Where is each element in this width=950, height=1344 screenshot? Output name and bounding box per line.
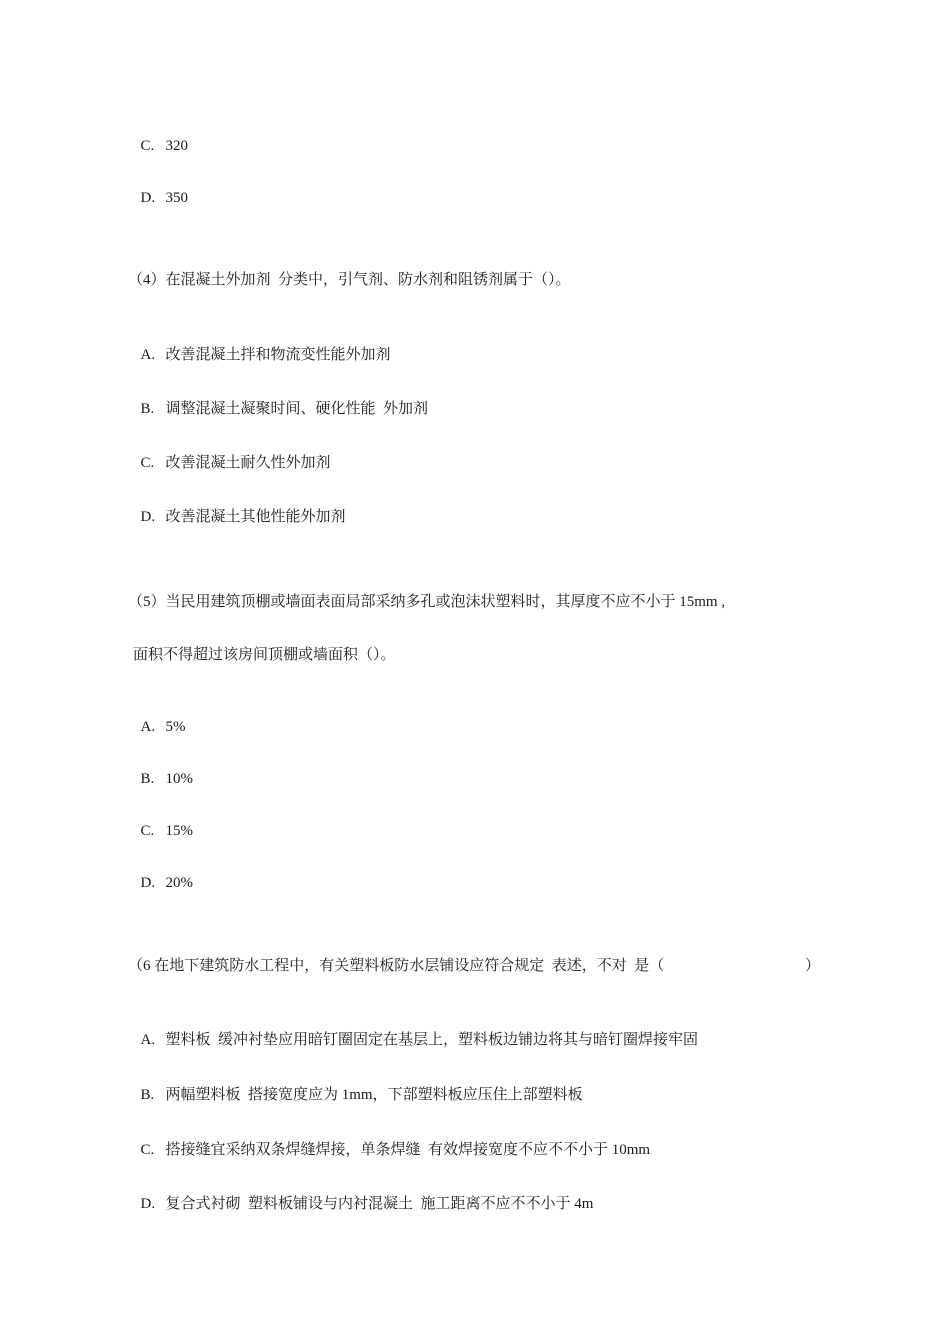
option-letter: A.: [140, 347, 156, 363]
q5-option-b: [133, 749, 193, 789]
q4-option-c: [133, 433, 331, 473]
option-letter: C.: [140, 1142, 155, 1158]
option-text: 5%: [165, 719, 186, 735]
option-text: 20%: [165, 875, 193, 891]
option-text: 350: [165, 190, 188, 206]
q6-option-a: [133, 1010, 698, 1050]
q6-option-d: [133, 1174, 593, 1214]
option-text: 改善混凝土拌和物流变性能外加剂: [165, 347, 391, 363]
option-text: 塑料板 缓冲衬垫应用暗钉圈固定在基层上，塑料板边铺边将其与暗钉圈焊接牢固: [165, 1032, 699, 1048]
option-text: 两幅塑料板 搭接宽度应为 1mm，下部塑料板应压住上部塑料板: [165, 1087, 583, 1103]
q5-stem-line1: （5）当民用建筑顶棚或墙面表面局部采纳多孔或泡沫状塑料时，其厚度不应不小于 15mm ,: [128, 594, 726, 610]
q6-stem-close: ）: [805, 958, 821, 974]
q3-option-c: [133, 116, 188, 156]
option-letter: D.: [140, 1196, 156, 1212]
q6-option-b: [133, 1065, 583, 1105]
q4-option-b: [133, 379, 428, 419]
option-letter: C.: [140, 138, 155, 154]
option-text: 10%: [165, 771, 193, 787]
q4-stem: （4）在混凝土外加剂 分类中，引气剂、防水剂和阻锈剂属于（）。: [128, 272, 571, 288]
q6-option-c: [133, 1120, 650, 1160]
option-letter: B.: [140, 401, 155, 417]
option-text: 调整混凝土凝聚时间、硬化性能 外加剂: [165, 401, 429, 417]
q4-option-a: [133, 325, 391, 365]
option-text: 搭接缝宜采纳双条焊缝焊接，单条焊缝 有效焊接宽度不应不不小于 10mm: [165, 1142, 651, 1158]
option-letter: C.: [140, 455, 155, 471]
option-letter: A.: [140, 719, 156, 735]
q5-option-a: [133, 697, 186, 737]
option-text: 改善混凝土其他性能外加剂: [165, 509, 346, 525]
option-letter: A.: [140, 1032, 156, 1048]
option-letter: B.: [140, 771, 155, 787]
q5-stem-line2: 面积不得超过该房间顶棚或墙面积（）。: [133, 647, 396, 663]
option-letter: B.: [140, 1087, 155, 1103]
option-text: 15%: [165, 823, 193, 839]
q3-option-d: [133, 168, 188, 208]
option-letter: D.: [140, 190, 156, 206]
option-letter: D.: [140, 509, 156, 525]
q6-stem: （6 在地下建筑防水工程中，有关塑料板防水层铺设应符合规定 表述，不对 是（: [128, 958, 665, 974]
option-text: 复合式衬砌 塑料板铺设与内衬混凝土 施工距离不应不不小于 4m: [165, 1196, 594, 1212]
q4-option-d: [133, 487, 346, 527]
option-letter: C.: [140, 823, 155, 839]
option-letter: D.: [140, 875, 156, 891]
option-text: 改善混凝土耐久性外加剂: [165, 455, 331, 471]
q5-option-d: [133, 853, 193, 893]
q5-option-c: [133, 801, 193, 841]
option-text: 320: [165, 138, 188, 154]
